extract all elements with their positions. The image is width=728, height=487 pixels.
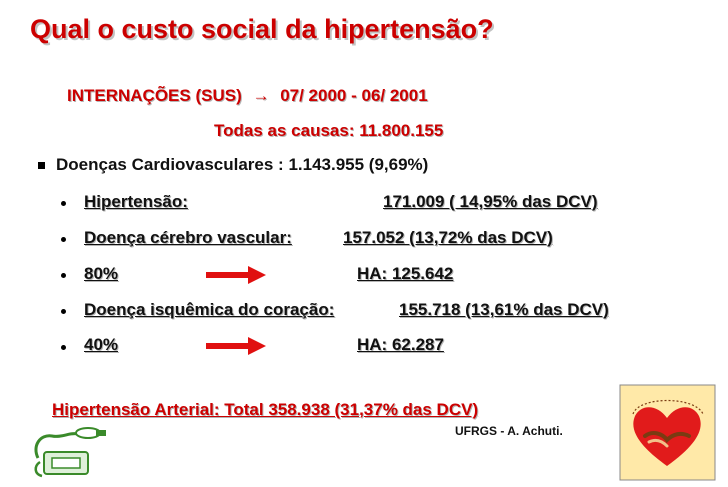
item-value: 171.009 ( 14,95% das DCV) bbox=[383, 192, 598, 211]
credit-text: UFRGS - A. Achuti. bbox=[455, 424, 563, 438]
stethoscope-icon bbox=[30, 418, 110, 480]
item-label: 40% bbox=[84, 335, 119, 354]
bullet-dot-icon bbox=[61, 273, 66, 278]
item-label: 80% bbox=[84, 264, 119, 283]
total-line: Hipertensão Arterial: Total 358.938 (31,37% das DCV) bbox=[52, 400, 479, 419]
internacoes-label bbox=[67, 86, 428, 106]
internacoes-text: INTERNAÇÕES (SUS) bbox=[67, 86, 242, 105]
bullet-dot-icon bbox=[61, 201, 66, 206]
internacoes-period: 07/ 2000 - 06/ 2001 bbox=[280, 86, 428, 105]
hands-heart-logo-icon bbox=[619, 384, 716, 481]
slide-title: Qual o custo social da hipertensão? bbox=[30, 14, 494, 44]
internacoes-arrow: → bbox=[252, 86, 270, 105]
todas-causas: Todas as causas: 11.800.155 bbox=[214, 121, 444, 140]
item-label: Doença cérebro vascular: bbox=[84, 228, 292, 247]
item-value: HA: 125.642 bbox=[357, 264, 454, 283]
bullet-dot-icon bbox=[61, 345, 66, 350]
item-label: Hipertensão: bbox=[84, 192, 188, 211]
square-bullet-icon bbox=[38, 162, 45, 169]
item-value: 157.052 (13,72% das DCV) bbox=[343, 228, 553, 247]
bullet-dot-icon bbox=[61, 237, 66, 242]
bullet-dot-icon bbox=[61, 309, 66, 314]
red-arrow-icon bbox=[206, 264, 266, 286]
red-arrow-icon bbox=[206, 335, 266, 357]
item-value: 155.718 (13,61% das DCV) bbox=[399, 300, 609, 319]
item-value: HA: 62.287 bbox=[357, 335, 444, 354]
dcv-line: Doenças Cardiovasculares : 1.143.955 (9,69%) bbox=[56, 155, 429, 174]
item-label: Doença isquêmica do coração: bbox=[84, 300, 335, 319]
